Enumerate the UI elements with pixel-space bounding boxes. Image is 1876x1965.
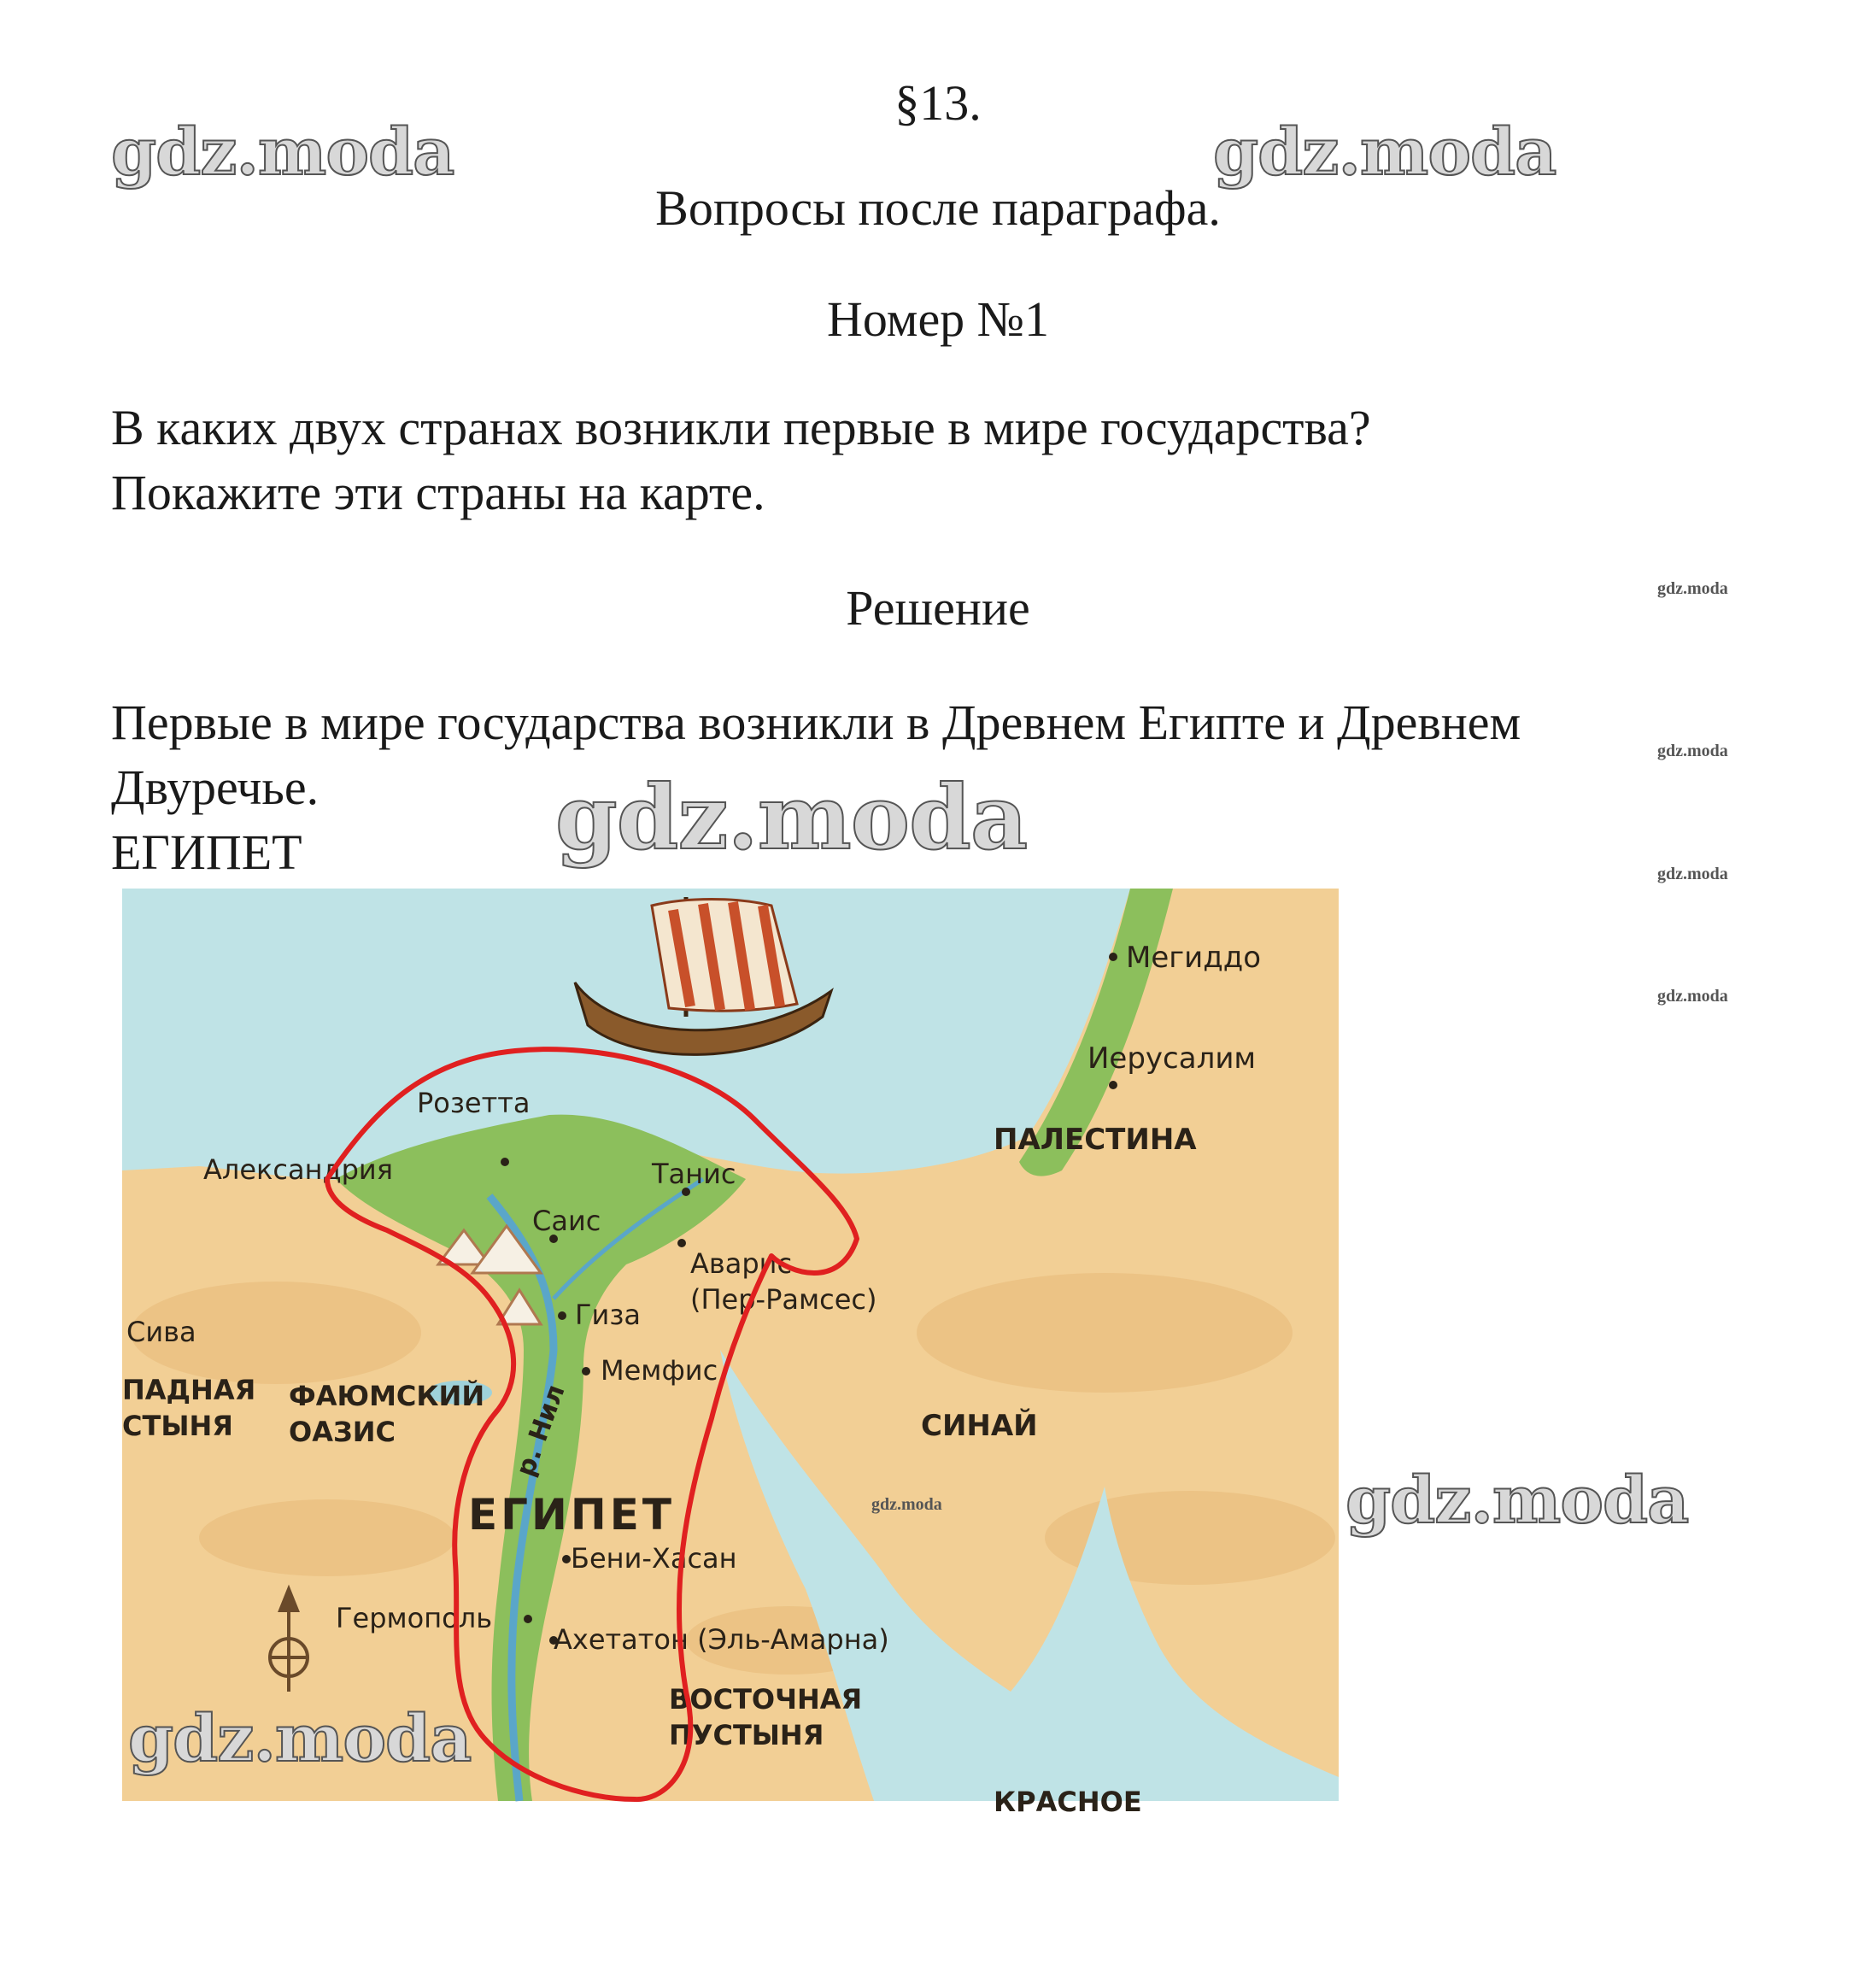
watermark-top-left: gdz.moda xyxy=(111,114,454,190)
label-egypt: ЕГИПЕТ xyxy=(468,1490,675,1540)
label-per-ramses: (Пер-Рамсес) xyxy=(690,1283,877,1316)
question-line-1: В каких двух странах возникли первые в мире государства? xyxy=(111,400,1371,455)
label-eastern-desert-1: ВОСТОЧНАЯ xyxy=(669,1683,863,1716)
label-palestine: ПАЛЕСТИНА xyxy=(994,1123,1197,1157)
label-megiddo: Мегиддо xyxy=(1126,941,1262,975)
watermark-bottom-left: gdz.moda xyxy=(128,1700,472,1776)
label-sais: Саис xyxy=(532,1205,601,1237)
solution-heading: Решение xyxy=(846,580,1030,636)
label-sinai: СИНАЙ xyxy=(921,1409,1038,1443)
country-caption: ЕГИПЕТ xyxy=(111,824,302,880)
egypt-map xyxy=(122,889,1339,1818)
label-red-sea: КРАСНОЕ xyxy=(994,1786,1142,1818)
label-giza: Гиза xyxy=(575,1299,641,1331)
watermark-small-5: gdz.moda xyxy=(871,1495,942,1514)
label-tanis: Танис xyxy=(652,1158,736,1190)
label-alexandria: Александрия xyxy=(203,1153,393,1186)
label-nile: р. Нил xyxy=(510,1381,572,1481)
label-fayum-1: ФАЮМСКИЙ xyxy=(289,1380,485,1412)
label-eastern-desert-2: ПУСТЫНЯ xyxy=(669,1719,824,1751)
answer-line-1: Первые в мире государства возникли в Древнем Египте и Древнем xyxy=(111,695,1521,750)
section-title: Вопросы после параграфа. xyxy=(655,180,1221,236)
paragraph-number: §13. xyxy=(894,75,982,131)
answer-line-2: Двуречье. xyxy=(111,760,320,815)
label-jerusalem: Иерусалим xyxy=(1087,1041,1257,1076)
label-fayum-2: ОАЗИС xyxy=(289,1416,396,1448)
watermark-small-1: gdz.moda xyxy=(1657,579,1728,598)
label-hermopolis: Гермополь xyxy=(336,1602,493,1634)
label-siwa: Сива xyxy=(126,1316,196,1348)
label-memphis: Мемфис xyxy=(601,1354,718,1387)
label-beni-hasan: Бени-Хасан xyxy=(571,1542,737,1575)
watermark-top-right: gdz.moda xyxy=(1213,114,1556,190)
task-number: Номер №1 xyxy=(826,291,1050,347)
label-akhetaten: Ахетатон (Эль-Амарна) xyxy=(554,1623,889,1656)
watermark-right: gdz.moda xyxy=(1345,1462,1689,1538)
watermark-small-4: gdz.moda xyxy=(1657,987,1728,1006)
question-line-2: Покажите эти страны на карте. xyxy=(111,465,765,520)
watermark-center: gdz.moda xyxy=(555,765,1028,870)
label-avaris: Аварис xyxy=(690,1247,793,1280)
label-rosetta: Розетта xyxy=(417,1087,531,1119)
watermark-small-3: gdz.moda xyxy=(1657,865,1728,883)
label-western-desert-1: ПАДНАЯ xyxy=(122,1374,256,1406)
label-western-desert-2: СТЫНЯ xyxy=(122,1410,233,1442)
watermark-small-2: gdz.moda xyxy=(1657,742,1728,760)
